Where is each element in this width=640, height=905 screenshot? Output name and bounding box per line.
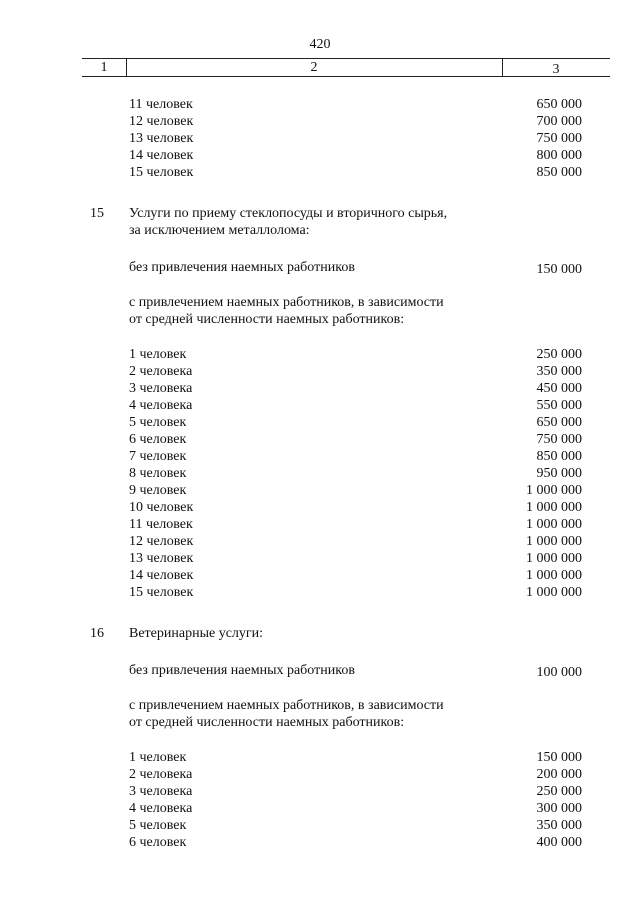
row-value: 850 000	[536, 165, 582, 180]
section-14-continuation	[0, 96, 640, 181]
section-number: 15	[90, 206, 104, 221]
section-title-line	[0, 222, 640, 239]
row-label: 14 человек	[129, 568, 194, 583]
section-16	[0, 625, 640, 851]
row-value: 450 000	[536, 381, 582, 396]
table-row	[0, 567, 640, 584]
table-row	[0, 147, 640, 164]
row-value: 700 000	[536, 114, 582, 129]
table-row	[0, 380, 640, 397]
row-label: 11 человек	[129, 97, 193, 112]
page-number: 420	[309, 37, 331, 52]
row-value: 1 000 000	[526, 500, 582, 515]
table-row	[0, 817, 640, 834]
row-label: 7 человек	[129, 449, 187, 464]
table-row	[0, 499, 640, 516]
row-label: 5 человек	[129, 415, 187, 430]
row-label: 4 человека	[129, 398, 193, 413]
with-workers-line	[0, 714, 640, 731]
with-workers-line	[0, 294, 640, 311]
with-workers-text: от средней численности наемных работников:	[129, 312, 405, 327]
row-value: 250 000	[536, 347, 582, 362]
table-row	[0, 800, 640, 817]
table-row	[0, 397, 640, 414]
row-value: 1 000 000	[526, 551, 582, 566]
section-title: Услуги по приему стеклопосуды и вторичного сырья,	[129, 206, 448, 221]
no-workers-value: 100 000	[536, 665, 582, 680]
table-row	[0, 550, 640, 567]
row-label: 1 человек	[129, 750, 187, 765]
table-row	[0, 482, 640, 499]
document-body	[0, 96, 640, 851]
row-value: 750 000	[536, 432, 582, 447]
row-value: 150 000	[536, 750, 582, 765]
row-label: 9 человек	[129, 483, 187, 498]
no-workers-label: без привлечения наемных работников	[129, 260, 355, 275]
table-row	[0, 431, 640, 448]
row-value: 1 000 000	[526, 534, 582, 549]
row-value: 950 000	[536, 466, 582, 481]
row-label: 2 человека	[129, 364, 193, 379]
table-row	[0, 749, 640, 766]
table-row	[0, 130, 640, 147]
row-label: 6 человек	[129, 432, 187, 447]
with-workers-text: с привлечением наемных работников, в зависимости	[129, 295, 444, 310]
row-value: 250 000	[536, 784, 582, 799]
row-label: 4 человека	[129, 801, 193, 816]
with-workers-text: с привлечением наемных работников, в зависимости	[129, 698, 444, 713]
table-row	[0, 164, 640, 181]
row-value: 1 000 000	[526, 517, 582, 532]
row-value: 350 000	[536, 364, 582, 379]
row-value: 1 000 000	[526, 483, 582, 498]
row-value: 300 000	[536, 801, 582, 816]
table-row	[0, 662, 640, 679]
row-label: 13 человек	[129, 551, 194, 566]
row-value: 750 000	[536, 131, 582, 146]
row-value: 350 000	[536, 818, 582, 833]
section-title-line	[0, 205, 640, 222]
no-workers-label: без привлечения наемных работников	[129, 663, 355, 678]
section-title: Ветеринарные услуги:	[129, 626, 264, 641]
header-col-1: 1	[100, 60, 108, 75]
table-row	[0, 448, 640, 465]
row-label: 6 человек	[129, 835, 187, 850]
row-label: 14 человек	[129, 148, 194, 163]
row-label: 5 человек	[129, 818, 187, 833]
row-value: 1 000 000	[526, 568, 582, 583]
row-label: 1 человек	[129, 347, 187, 362]
header-col-3: 3	[552, 62, 560, 77]
section-title: за исключением металлолома:	[129, 223, 310, 238]
table-row	[0, 363, 640, 380]
row-label: 15 человек	[129, 165, 194, 180]
table-row	[0, 259, 640, 276]
table-row	[0, 834, 640, 851]
row-label: 12 человек	[129, 534, 194, 549]
row-label: 8 человек	[129, 466, 187, 481]
table-row	[0, 96, 640, 113]
table-row	[0, 414, 640, 431]
row-value: 650 000	[536, 415, 582, 430]
row-value: 400 000	[536, 835, 582, 850]
table-row	[0, 783, 640, 800]
table-row	[0, 533, 640, 550]
row-label: 11 человек	[129, 517, 193, 532]
row-value: 650 000	[536, 97, 582, 112]
with-workers-line	[0, 311, 640, 328]
row-value: 550 000	[536, 398, 582, 413]
table-row	[0, 766, 640, 783]
row-label: 13 человек	[129, 131, 194, 146]
header-col-2: 2	[310, 60, 318, 75]
row-value: 850 000	[536, 449, 582, 464]
no-workers-value: 150 000	[536, 262, 582, 277]
row-value: 200 000	[536, 767, 582, 782]
row-label: 3 человека	[129, 381, 193, 396]
row-label: 10 человек	[129, 500, 194, 515]
table-row	[0, 346, 640, 363]
with-workers-text: от средней численности наемных работников:	[129, 715, 405, 730]
table-row	[0, 113, 640, 130]
row-label: 3 человека	[129, 784, 193, 799]
row-value: 800 000	[536, 148, 582, 163]
section-15	[0, 205, 640, 601]
row-label: 2 человека	[129, 767, 193, 782]
table-row	[0, 584, 640, 601]
row-label: 15 человек	[129, 585, 194, 600]
table-row	[0, 465, 640, 482]
with-workers-line	[0, 697, 640, 714]
table-row	[0, 516, 640, 533]
section-number: 16	[90, 626, 104, 641]
table-header	[82, 58, 610, 76]
row-value: 1 000 000	[526, 585, 582, 600]
row-label: 12 человек	[129, 114, 194, 129]
section-title-line	[0, 625, 640, 642]
